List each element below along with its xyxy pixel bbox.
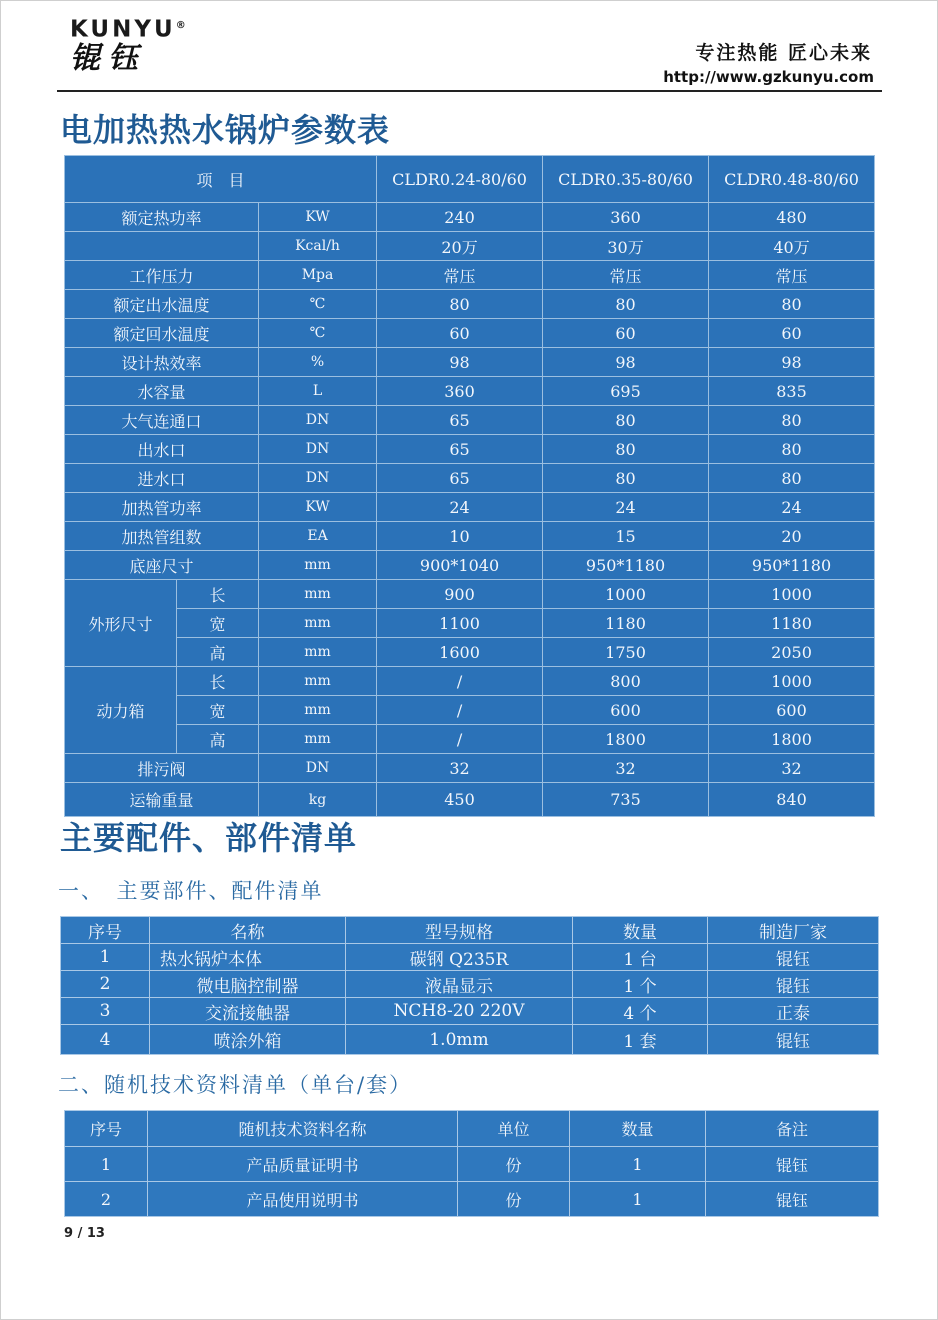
row-label: 工作压力: [65, 261, 259, 290]
table-row: [61, 998, 879, 1025]
table-row: [65, 232, 875, 261]
group-label-outer: 外形尺寸: [65, 580, 177, 667]
cell: 产品使用说明书: [148, 1182, 458, 1217]
sub-label: 高: [177, 725, 259, 754]
table-row: [61, 971, 879, 998]
table-row: [65, 1147, 879, 1182]
header-cell: 数量: [570, 1111, 706, 1147]
table-row: [65, 783, 875, 817]
docs-table: [64, 1110, 879, 1217]
cell: 4 个: [573, 998, 708, 1025]
row-unit: mm: [259, 580, 377, 609]
row-unit: DN: [259, 754, 377, 783]
cell: 1180: [543, 609, 709, 638]
row-label: 出水口: [65, 435, 259, 464]
row-label: 运输重量: [65, 783, 259, 817]
cell: 40万: [709, 232, 875, 261]
cell: 1100: [377, 609, 543, 638]
cell: 80: [377, 290, 543, 319]
cell: 交流接触器: [150, 998, 346, 1025]
row-unit: ℃: [259, 290, 377, 319]
table-row: [65, 696, 875, 725]
cell: NCH8-20 220V: [346, 998, 573, 1025]
page-number: 9 / 13: [64, 1226, 105, 1241]
table-row: [65, 667, 875, 696]
table-row: [65, 261, 875, 290]
cell: 360: [543, 203, 709, 232]
table-row: [65, 493, 875, 522]
table-row: [65, 377, 875, 406]
row-label: 加热管功率: [65, 493, 259, 522]
table-row: [61, 1025, 879, 1055]
cell: 常压: [543, 261, 709, 290]
cell: 1000: [543, 580, 709, 609]
table-row: [65, 406, 875, 435]
header-model-2: CLDR0.35-80/60: [543, 156, 709, 203]
cell: 1750: [543, 638, 709, 667]
row-unit: ℃: [259, 319, 377, 348]
cell: 32: [709, 754, 875, 783]
cell: 480: [709, 203, 875, 232]
row-label: 大气连通口: [65, 406, 259, 435]
cell: 24: [543, 493, 709, 522]
cell: 15: [543, 522, 709, 551]
header-cell: 数量: [573, 917, 708, 944]
cell: 微电脑控制器: [150, 971, 346, 998]
cell: 450: [377, 783, 543, 817]
header-cell: 制造厂家: [708, 917, 879, 944]
cell: 65: [377, 464, 543, 493]
cell: 3: [61, 998, 150, 1025]
header-model-3: CLDR0.48-80/60: [709, 156, 875, 203]
row-unit: Kcal/h: [259, 232, 377, 261]
cell: 900: [377, 580, 543, 609]
sub-label: 长: [177, 667, 259, 696]
table-row: [65, 1182, 879, 1217]
row-unit: mm: [259, 638, 377, 667]
table-row: [65, 435, 875, 464]
row-unit: kg: [259, 783, 377, 817]
table-row: [65, 522, 875, 551]
cell: 835: [709, 377, 875, 406]
cell: 1600: [377, 638, 543, 667]
table-row: [65, 609, 875, 638]
header-model-1: CLDR0.24-80/60: [377, 156, 543, 203]
cell: 锟钰: [708, 944, 879, 971]
row-label: 加热管组数: [65, 522, 259, 551]
cell: 80: [543, 406, 709, 435]
cell: 360: [377, 377, 543, 406]
cell: 1180: [709, 609, 875, 638]
table-header-row: [65, 156, 875, 203]
row-label: 额定热功率: [65, 203, 259, 232]
row-unit: EA: [259, 522, 377, 551]
table-row: [65, 551, 875, 580]
row-unit: DN: [259, 435, 377, 464]
row-unit: KW: [259, 493, 377, 522]
cell: /: [377, 667, 543, 696]
cell: 65: [377, 435, 543, 464]
logo-chinese: 锟钰: [70, 40, 146, 76]
row-label: 水容量: [65, 377, 259, 406]
cell: 80: [709, 435, 875, 464]
cell: 32: [543, 754, 709, 783]
cell: 液晶显示: [346, 971, 573, 998]
cell: 60: [543, 319, 709, 348]
cell: 60: [709, 319, 875, 348]
row-unit: Mpa: [259, 261, 377, 290]
cell: 98: [377, 348, 543, 377]
row-label: 额定出水温度: [65, 290, 259, 319]
table-row: [65, 580, 875, 609]
cell: 1: [570, 1182, 706, 1217]
cell: 1: [570, 1147, 706, 1182]
cell: 1: [61, 944, 150, 971]
header-cell: 序号: [61, 917, 150, 944]
group-label-power-box: 动力箱: [65, 667, 177, 754]
table-header-row: [65, 1111, 879, 1147]
cell: 98: [709, 348, 875, 377]
header-cell: 型号规格: [346, 917, 573, 944]
header-cell: 单位: [458, 1111, 570, 1147]
cell: 80: [543, 290, 709, 319]
table-row: [65, 319, 875, 348]
cell: 695: [543, 377, 709, 406]
cell: 2: [61, 971, 150, 998]
cell: 20: [709, 522, 875, 551]
row-unit: mm: [259, 609, 377, 638]
row-unit: DN: [259, 464, 377, 493]
parameter-table: [64, 155, 875, 817]
row-label: 进水口: [65, 464, 259, 493]
cell: 常压: [709, 261, 875, 290]
row-unit: mm: [259, 725, 377, 754]
header-cell: 名称: [150, 917, 346, 944]
cell: 24: [709, 493, 875, 522]
header-item: 项 目: [65, 156, 377, 203]
website-url: http://www.gzkunyu.com: [663, 68, 874, 86]
table-row: [65, 464, 875, 493]
cell: 锟钰: [706, 1147, 879, 1182]
header-cell: 序号: [65, 1111, 148, 1147]
cell: 98: [543, 348, 709, 377]
cell: 80: [543, 464, 709, 493]
row-unit: DN: [259, 406, 377, 435]
row-label: 设计热效率: [65, 348, 259, 377]
cell: 80: [709, 464, 875, 493]
cell: 锟钰: [708, 1025, 879, 1055]
cell: 1800: [543, 725, 709, 754]
cell: 80: [543, 435, 709, 464]
cell: 产品质量证明书: [148, 1147, 458, 1182]
cell: 锟钰: [706, 1182, 879, 1217]
cell: 1 个: [573, 971, 708, 998]
table-row: [65, 638, 875, 667]
param-table-title: 电加热热水锅炉参数表: [60, 111, 391, 149]
cell: 热水锅炉本体: [150, 944, 346, 971]
cell: 份: [458, 1182, 570, 1217]
cell: 60: [377, 319, 543, 348]
row-unit: L: [259, 377, 377, 406]
sub-label: 长: [177, 580, 259, 609]
table-row: [61, 944, 879, 971]
cell: 锟钰: [708, 971, 879, 998]
cell: 240: [377, 203, 543, 232]
row-label: 底座尺寸: [65, 551, 259, 580]
sub-label: 宽: [177, 609, 259, 638]
cell: 正泰: [708, 998, 879, 1025]
cell: 800: [543, 667, 709, 696]
row-label: 额定回水温度: [65, 319, 259, 348]
header-divider: [57, 90, 882, 92]
row-unit: mm: [259, 696, 377, 725]
row-label: 排污阀: [65, 754, 259, 783]
brand-logo: [70, 14, 186, 76]
cell: /: [377, 696, 543, 725]
table-row: [65, 754, 875, 783]
table-row: [65, 290, 875, 319]
cell: 600: [543, 696, 709, 725]
cell: 10: [377, 522, 543, 551]
table-header-row: [61, 917, 879, 944]
cell: 4: [61, 1025, 150, 1055]
accessories-title: 主要配件、部件清单: [60, 819, 358, 857]
row-unit: mm: [259, 667, 377, 696]
cell: 份: [458, 1147, 570, 1182]
table-row: [65, 203, 875, 232]
parts-table: [60, 916, 879, 1055]
row-label: [65, 232, 259, 261]
cell: 1 台: [573, 944, 708, 971]
section2-title: 二、随机技术资料清单（单台/套）: [58, 1073, 413, 1097]
cell: 2050: [709, 638, 875, 667]
cell: /: [377, 725, 543, 754]
cell: 900*1040: [377, 551, 543, 580]
cell: 600: [709, 696, 875, 725]
cell: 80: [709, 290, 875, 319]
cell: 1.0mm: [346, 1025, 573, 1055]
cell: 24: [377, 493, 543, 522]
slogan: 专注热能 匠心未来: [695, 42, 872, 64]
cell: 常压: [377, 261, 543, 290]
sub-label: 高: [177, 638, 259, 667]
logo-english: KUNYU®: [70, 16, 186, 43]
cell: 80: [709, 406, 875, 435]
cell: 喷涂外箱: [150, 1025, 346, 1055]
header-cell: 随机技术资料名称: [148, 1111, 458, 1147]
cell: 2: [65, 1182, 148, 1217]
cell: 1000: [709, 667, 875, 696]
row-unit: mm: [259, 551, 377, 580]
cell: 碳钢 Q235R: [346, 944, 573, 971]
table-row: [65, 725, 875, 754]
cell: 1: [65, 1147, 148, 1182]
header-cell: 备注: [706, 1111, 879, 1147]
cell: 65: [377, 406, 543, 435]
table-row: [65, 348, 875, 377]
cell: 735: [543, 783, 709, 817]
cell: 950*1180: [709, 551, 875, 580]
cell: 1 套: [573, 1025, 708, 1055]
row-unit: KW: [259, 203, 377, 232]
cell: 1000: [709, 580, 875, 609]
cell: 1800: [709, 725, 875, 754]
sub-label: 宽: [177, 696, 259, 725]
section1-title: 一、 主要部件、配件清单: [58, 879, 324, 903]
cell: 30万: [543, 232, 709, 261]
row-unit: %: [259, 348, 377, 377]
cell: 20万: [377, 232, 543, 261]
cell: 950*1180: [543, 551, 709, 580]
cell: 32: [377, 754, 543, 783]
cell: 840: [709, 783, 875, 817]
